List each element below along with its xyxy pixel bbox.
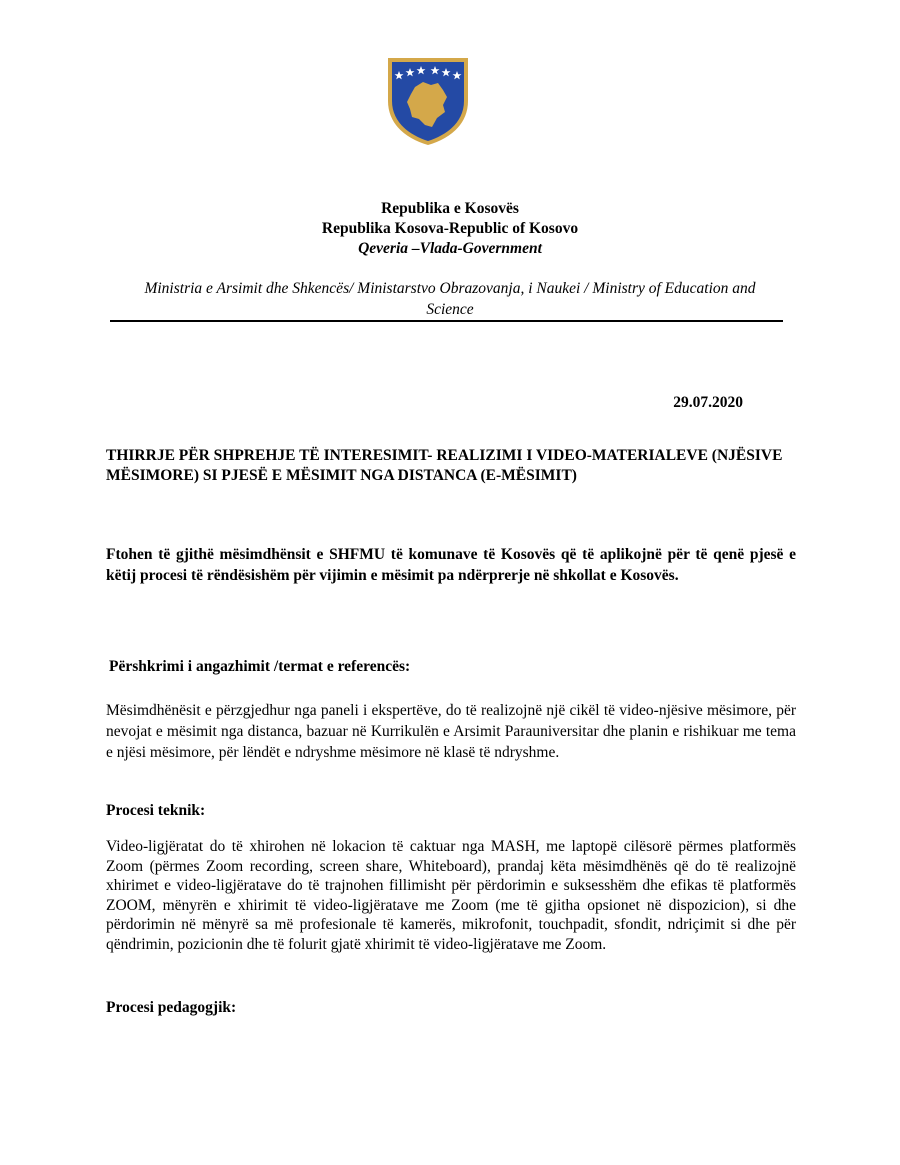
header-divider	[110, 320, 783, 322]
header-republic-serbian-english: Republika Kosova-Republic of Kosovo	[321, 220, 579, 237]
document-title: THIRRJE PËR SHPREHJE TË INTERESIMIT- REALIZIMI I VIDEO-MATERIALEVE (NJËSIVE MËSIMORE) SI PJESË E MËSIMIT NGA DISTANCA (E-MËSIMIT)	[106, 447, 783, 484]
pedagogical-process-heading: Procesi pedagogjik:	[106, 999, 237, 1016]
description-paragraph: Mësimdhënësit e përzgjedhur nga paneli i ekspertëve, do të realizojnë një cikël të video-njësive mësimore, për nevojat e mësimit nga distanca, bazuar në Kurrikulën e Arsimit Parauniversitar dhe planin e rishikuar me tema e njësi mësimore, për lëndët e ndryshme mësimore në klasë të ndryshme.	[106, 702, 796, 761]
ministry-name: Ministria e Arsimit dhe Shkencës/ Ministarstvo Obrazovanja, i Naukei / Ministry of Education and Science	[144, 280, 756, 318]
invitation-paragraph: Ftohen të gjithë mësimdhënsit e SHFMU të komunave të Kosovës që të aplikojnë për të qenë pjesë e këtij procesi të rëndësishëm për vijimin e mësimit pa ndërprerje në shkollat e Kosovës.	[106, 546, 796, 584]
technical-process-heading: Procesi teknik:	[106, 802, 206, 819]
header-republic-albanian: Republika e Kosovës	[381, 200, 519, 217]
document-date: 29.07.2020	[673, 394, 743, 411]
technical-process-paragraph: Video-ligjëratat do të xhirohen në lokacion të caktuar nga MASH, me laptopë cilësorë përmes platformës Zoom (përmes Zoom recording, screen share, Whiteboard), prandaj këta mësimdhënës që do të realizojnë xhirimet e video-ligjëratave do të trajnohen fillimisht për përdorimin e suksesshëm dhe efikas të platformës ZOOM, mënyrën e xhirimit të video-ligjëratave me Zoom (me të gjitha opsionet në dispozicion), si dhe përdorimin në mënyrë sa më profesionale të kamerës, mikrofonit, touchpadit, sfondit, ndriçimit si dhe për qëndrimin, pozicionin dhe të folurit gjatë xhirimit të video-ligjëratave me Zoom.	[106, 838, 796, 953]
kosovo-coat-of-arms-icon	[385, 55, 471, 147]
header-government: Qeveria –Vlada-Government	[358, 240, 542, 257]
description-heading: Përshkrimi i angazhimit /termat e referencës:	[109, 658, 411, 675]
